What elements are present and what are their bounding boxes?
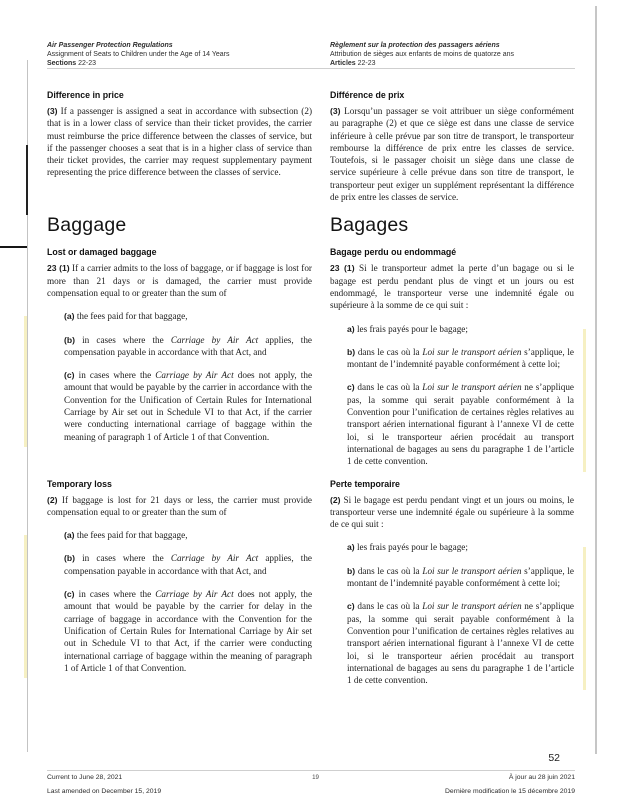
section-intro	[330, 494, 574, 531]
paragraph-list	[330, 323, 574, 468]
regulation-title-en: Air Passenger Protection Regulations	[47, 42, 173, 49]
footer	[47, 774, 575, 802]
item-label: c)	[347, 382, 355, 393]
section-text: If a carrier admits to the loss of baggage, or if baggage is lost for more than 21 days or is damaged, the carrier must provide compensation equal to or greater than the sum of	[47, 263, 312, 298]
marginal-num: (3)	[47, 106, 58, 116]
running-head-french	[330, 41, 574, 68]
scan-artifact-tick	[0, 246, 27, 248]
item-text: les frais payés pour le bagage;	[356, 542, 468, 553]
section-number: 23 (1)	[330, 263, 355, 274]
section-23-2-fr	[330, 490, 574, 687]
list-item-c	[64, 588, 312, 674]
section-intro	[47, 262, 312, 299]
item-label: (a)	[64, 530, 75, 541]
footer-row-amended	[47, 788, 575, 796]
regulation-subtitle-fr: Attribution de sièges aux enfants de moins de quatorze ans	[330, 51, 515, 58]
header-rule	[47, 68, 575, 69]
sections-label-en: Sections	[47, 60, 77, 67]
scan-artifact-dark-segment	[26, 145, 28, 215]
section-23-1-fr	[330, 258, 574, 467]
item-text: the fees paid for that baggage,	[76, 311, 188, 322]
list-item-b	[64, 334, 312, 359]
paragraph-list	[47, 529, 312, 674]
heading-difference-in-price: Difference in price	[47, 90, 124, 100]
item-text: dans le cas où la Loi sur le transport aérien s’applique, le montant de l’indemnité payable conformément à cette loi;	[347, 565, 575, 589]
paragraph-list	[330, 541, 574, 686]
paragraph-text: If a passenger is assigned a seat in accordance with subsection (2) that is in a lower class of service than their ticket provides, the carrier must reimburse the price difference between the classes of service, but if the passenger chooses a seat that is in a higher class of service than their ticket provides, the carrier may request supplementary payment representing the price difference between the classes of service.	[47, 106, 312, 178]
list-item-a	[64, 310, 312, 322]
paragraph-22-3-fr	[330, 105, 574, 203]
section-23-2-en	[47, 490, 312, 687]
section-intro	[330, 262, 574, 311]
item-text: in cases where the Carriage by Air Act applies, the compensation payable in accordance with that Act, and	[64, 334, 312, 357]
item-label: (a)	[64, 311, 75, 322]
item-text: dans le cas où la Loi sur le transport aérien ne s’applique pas, la somme qui serait payable conformément à la Convention pour l’unification de certaines règles relatives au transport aérien international figurant à l’annexe VI de cette loi, si le transporteur aérien procédait au transport international de bagages au sens du paragraphe 1 de l’article 1 de cette convention.	[347, 601, 574, 686]
current-to-date-en: Current to June 28, 2021	[47, 774, 123, 781]
section-text: Si le transporteur admet la perte d’un bagage ou si le bagage est perdu pendant plus de vingt et un jours ou est endommagé, le transporteur verse une indemnité égale ou supérieure à la somme de ce qui suit :	[330, 263, 574, 311]
list-item-a	[64, 529, 312, 541]
item-label: c)	[347, 601, 355, 612]
last-amended-date-fr: Dernière modification le 15 décembre 2019	[445, 788, 575, 795]
heading-bagage-perdu: Bagage perdu ou endommagé	[330, 247, 457, 258]
item-label: a)	[347, 542, 355, 553]
current-to-date-fr: À jour au 28 juin 2021	[508, 774, 575, 781]
item-text: les frais payés pour le bagage;	[356, 323, 468, 334]
list-item-b	[64, 552, 312, 577]
list-item-c	[347, 381, 574, 467]
section-number: (2)	[330, 494, 341, 505]
sections-ref-en	[47, 59, 312, 68]
section-23-1-en	[47, 258, 312, 467]
list-item-c	[347, 600, 574, 686]
section-text: Si le bagage est perdu pendant vingt et un jours ou moins, le transporteur verse une indemnité égale ou supérieure à la somme de ce qui suit :	[330, 494, 575, 530]
paragraph-22-3-en	[47, 105, 312, 203]
item-label: (b)	[64, 553, 75, 564]
paragraph-list	[47, 310, 312, 443]
paragraph-text: Lorsqu’un passager se voit attribuer un siège conformément au paragraphe (2) et que ce siège est dans une classe de service inférieure à celle prévue par son titre de transport, le transporteur rembourse la différence de prix entre les classes de service. Toutefois, si le passager choisit un siège dans une classe de service supérieure à celle prévue dans son titre de transport, le transporteur peut exiger un supplément représentant la différence de prix entre les classes de service.	[330, 106, 574, 203]
part-title-bagages: Bagages	[330, 214, 409, 237]
list-item-b	[347, 565, 574, 590]
sheet-number: 19	[312, 774, 319, 781]
heading-lost-or-damaged: Lost or damaged baggage	[47, 247, 157, 258]
regulation-title-fr: Règlement sur la protection des passagers aériens	[330, 42, 500, 49]
last-amended-date-en: Last amended on December 15, 2019	[47, 788, 162, 795]
footer-row-current	[47, 774, 575, 782]
sections-ref-fr	[330, 59, 574, 68]
item-label: b)	[347, 565, 356, 576]
list-item-a	[347, 541, 574, 553]
part-title-baggage: Baggage	[47, 214, 127, 237]
list-item-b	[347, 346, 574, 371]
running-head	[47, 41, 574, 68]
item-text: in cases where the Carriage by Air Act applies, the compensation payable in accordance with that Act, and	[64, 553, 312, 576]
item-text: in cases where the Carriage by Air Act does not apply, the amount that would be payable by the carrier in accordance with the Convention for the Unification of Certain Rules for International Carriage by Air set out in Schedule VI to that Act, if the carrier were conducting international carriage of baggage within the meaning of paragraph 1 of Article 1 of that Convention.	[64, 370, 313, 442]
list-item-c	[64, 369, 312, 443]
footer-rule	[47, 770, 575, 771]
running-head-english	[47, 41, 312, 68]
heading-temporary-loss: Temporary loss	[47, 478, 112, 489]
sections-label-fr: Articles	[330, 60, 356, 67]
page-edge-line-right	[595, 6, 597, 754]
item-text: in cases where the Carriage by Air Act does not apply, the amount that would be payable by the carrier for delay in the carriage of baggage in accordance with the Convention for the Unification of Certain Rules for International Carriage by Air set out in Schedule VI to that Act, if the carrier were conducting international carriage of baggage within the meaning of paragraph 1 of Article 1 of that Convention.	[64, 589, 313, 673]
heading-perte-temporaire: Perte temporaire	[330, 478, 400, 489]
section-text: If baggage is lost for 21 days or less, the carrier must provide compensation equal to or greater than the sum of	[47, 494, 312, 517]
item-text: dans le cas où la Loi sur le transport aérien ne s’applique pas, la somme qui serait payable conformément à la Convention pour l’unification de certaines règles relatives au transport aérien international figurant à l’annexe VI de cette loi, si le transporteur aérien procédait au transport international de bagages au sens du paragraphe 1 de l’article 1 de cette convention.	[347, 382, 574, 467]
item-label: (c)	[64, 370, 75, 381]
list-item-a	[347, 323, 574, 335]
item-label: b)	[347, 346, 356, 357]
item-label: (b)	[64, 334, 75, 345]
item-label: a)	[347, 323, 355, 334]
sections-value-en: 22-23	[78, 60, 97, 67]
regulation-subtitle-en: Assignment of Seats to Children under the Age of 14 Years	[47, 51, 230, 58]
section-number: 23 (1)	[47, 263, 70, 274]
item-text: the fees paid for that baggage,	[76, 530, 188, 541]
sections-value-fr: 22-23	[357, 60, 376, 67]
item-label: (c)	[64, 589, 75, 600]
item-text: dans le cas où la Loi sur le transport aérien s’applique, le montant de l’indemnité payable conformément à cette loi;	[347, 346, 575, 370]
section-number: (2)	[47, 494, 58, 505]
heading-difference-de-prix: Différence de prix	[330, 90, 405, 100]
bilingual-content	[47, 79, 574, 686]
page-number: 52	[548, 752, 560, 764]
section-intro	[47, 494, 312, 519]
marginal-num: (3)	[330, 106, 341, 116]
